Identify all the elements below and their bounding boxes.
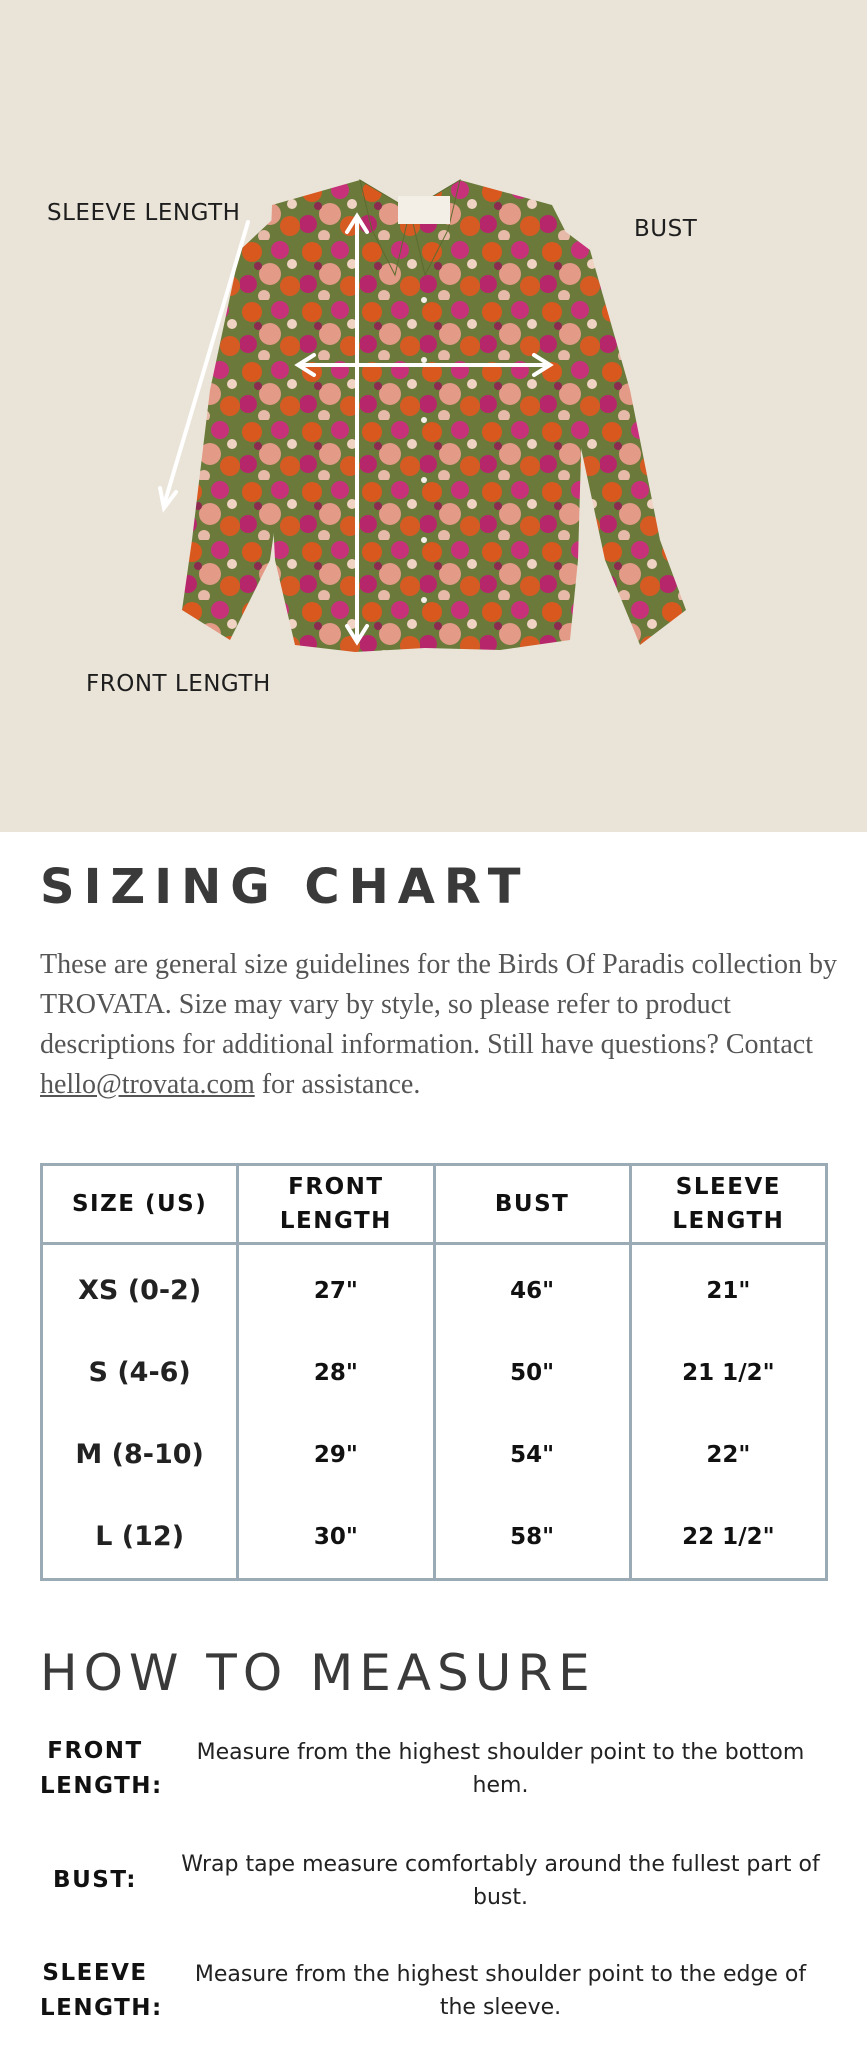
sleeve-length-cell: 21" xyxy=(630,1243,826,1332)
size-cell: S (4-6) xyxy=(42,1332,238,1414)
bust-label: BUST xyxy=(634,216,698,242)
sizing-chart-title: SIZING CHART xyxy=(40,859,530,915)
column-header-bust: BUST xyxy=(434,1164,630,1243)
size-cell: M (8-10) xyxy=(42,1414,238,1496)
bust-cell: 58" xyxy=(434,1496,630,1580)
how-to-measure-title: HOW TO MEASURE xyxy=(40,1643,596,1702)
measure-description: Measure from the highest shoulder point to the edge of the sleeve. xyxy=(194,1961,807,2020)
column-header-size: SIZE (US) xyxy=(42,1164,238,1243)
sizing-content xyxy=(0,859,867,2033)
table-row xyxy=(42,1414,827,1496)
floral-shirt-image xyxy=(0,0,867,832)
measure-term: SLEEVE LENGTH: xyxy=(40,1959,163,2021)
garment-diagram xyxy=(0,0,867,832)
measure-term: FRONT LENGTH: xyxy=(40,1737,163,1799)
sleeve-length-label: SLEEVE LENGTH xyxy=(47,200,241,226)
front-length-cell: 30" xyxy=(238,1496,434,1580)
measure-item-bust xyxy=(40,1839,827,1923)
size-cell: XS (0-2) xyxy=(42,1243,238,1332)
table-header-row xyxy=(42,1164,827,1243)
sleeve-length-cell: 22" xyxy=(630,1414,826,1496)
column-header-sleeve-length: SLEEVE LENGTH xyxy=(630,1164,826,1243)
sleeve-length-cell: 22 1/2" xyxy=(630,1496,826,1580)
sizing-intro xyxy=(40,945,840,1105)
size-table xyxy=(40,1163,828,1581)
measure-item-front-length xyxy=(40,1727,827,1811)
bust-cell: 46" xyxy=(434,1243,630,1332)
measure-description: Wrap tape measure comfortably around the fullest part of bust. xyxy=(181,1851,820,1910)
intro-suffix: for assistance. xyxy=(254,1068,421,1100)
measure-description: Measure from the highest shoulder point to the bottom hem. xyxy=(196,1739,805,1798)
front-length-cell: 27" xyxy=(238,1243,434,1332)
column-header-front-length: FRONT LENGTH xyxy=(238,1164,434,1243)
measure-item-sleeve-length xyxy=(40,1949,827,2033)
bust-cell: 54" xyxy=(434,1414,630,1496)
contact-email-link[interactable]: hello@trovata.com xyxy=(40,1068,255,1100)
intro-text: These are general size guidelines for the Birds Of Paradis collection by TROVATA. Size may vary by style, so please refer to product descriptions for additional information. Still have questions? Contact xyxy=(40,948,837,1060)
table-row xyxy=(42,1496,827,1580)
table-row xyxy=(42,1243,827,1332)
measure-term: BUST: xyxy=(53,1867,137,1894)
table-row xyxy=(42,1332,827,1414)
bust-cell: 50" xyxy=(434,1332,630,1414)
front-length-label: FRONT LENGTH xyxy=(86,671,271,697)
size-cell: L (12) xyxy=(42,1496,238,1580)
front-length-cell: 28" xyxy=(238,1332,434,1414)
front-length-cell: 29" xyxy=(238,1414,434,1496)
sleeve-length-cell: 21 1/2" xyxy=(630,1332,826,1414)
